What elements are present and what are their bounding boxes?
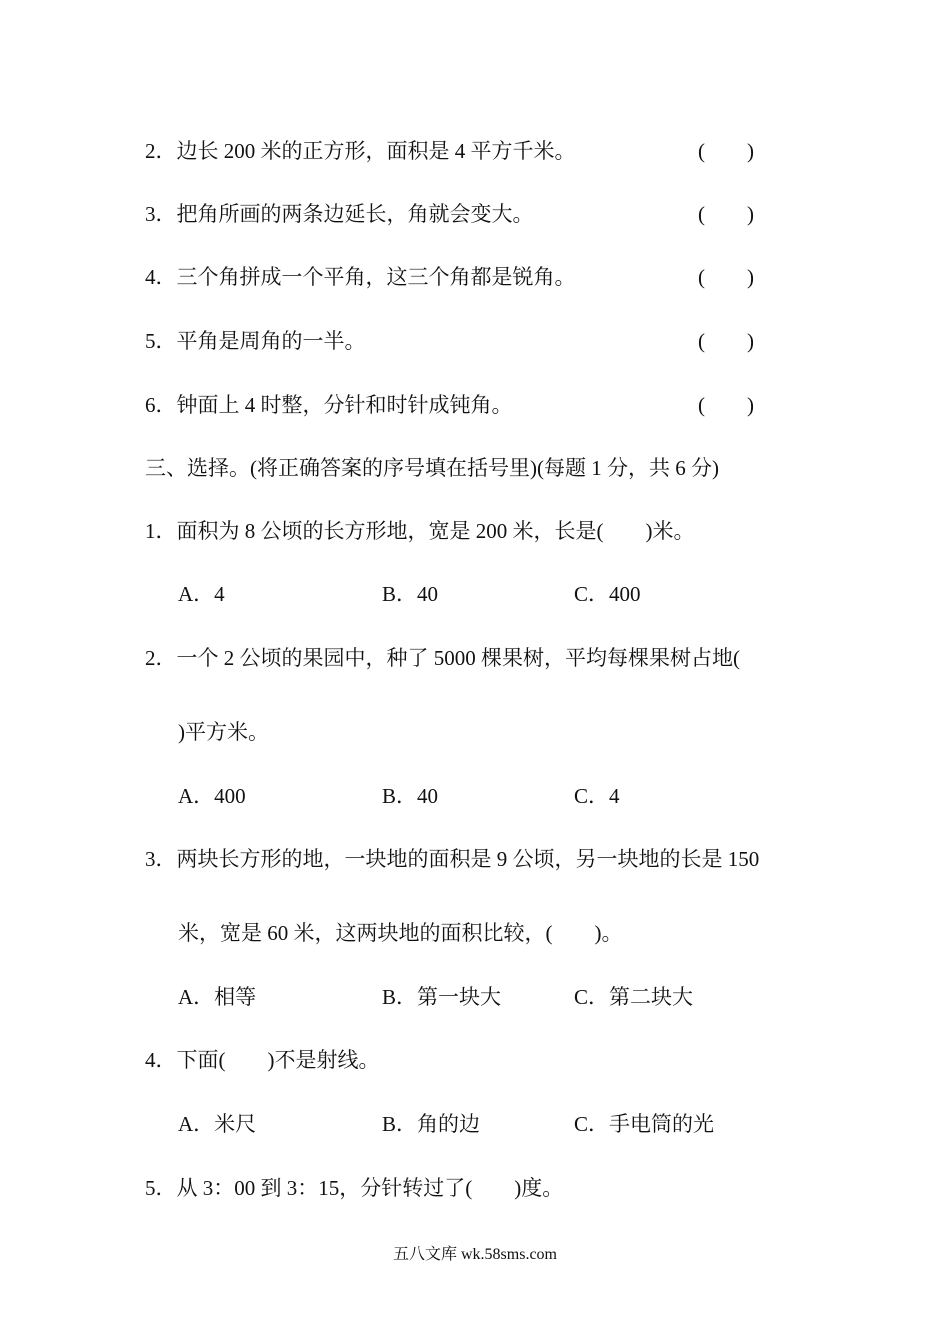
option-a: A．米尺 (178, 1112, 257, 1136)
answer-paren-2: ( ) (698, 139, 754, 163)
choice-question-2: 2．一个 2 公顷的果园中，种了 5000 棵果树，平均每棵果树占地( (145, 646, 740, 670)
option-b: B．40 (382, 582, 439, 606)
option-b: B．40 (382, 784, 439, 808)
judge-item-6: 6．钟面上 4 时整，分针和时针成钝角。 (145, 393, 513, 417)
choice-question-4: 4．下面( )不是射线。 (145, 1048, 380, 1072)
option-a: A．400 (178, 784, 246, 808)
option-c: C．400 (574, 582, 641, 606)
option-c: C．手电筒的光 (574, 1112, 715, 1136)
choice-question-5: 5．从 3：00 到 3：15，分针转过了( )度。 (145, 1176, 564, 1200)
answer-paren-4: ( ) (698, 265, 754, 289)
choice-question-1: 1．面积为 8 公顷的长方形地，宽是 200 米，长是( )米。 (145, 519, 695, 543)
option-b: B．角的边 (382, 1112, 481, 1136)
footer-watermark: 五八文库 wk.58sms.com (392, 1246, 557, 1263)
option-b: B．第一块大 (382, 985, 502, 1009)
option-c: C．4 (574, 784, 620, 808)
judge-item-3: 3．把角所画的两条边延长，角就会变大。 (145, 202, 534, 226)
choice-question-3: 3．两块长方形的地，一块地的面积是 9 公顷，另一块地的长是 150 (145, 847, 760, 871)
choice-question-3-cont: 米，宽是 60 米，这两块地的面积比较，( )。 (178, 921, 623, 945)
answer-paren-5: ( ) (698, 329, 754, 353)
judge-item-4: 4．三个角拼成一个平角，这三个角都是锐角。 (145, 265, 576, 289)
judge-item-2: 2．边长 200 米的正方形，面积是 4 平方千米。 (145, 139, 576, 163)
answer-paren-3: ( ) (698, 202, 754, 226)
option-a: A．4 (178, 582, 225, 606)
section-heading: 三、选择。(将正确答案的序号填在括号里)(每题 1 分，共 6 分) (145, 456, 719, 480)
judge-item-5: 5．平角是周角的一半。 (145, 329, 366, 353)
option-a: A．相等 (178, 985, 257, 1009)
answer-paren-6: ( ) (698, 393, 754, 417)
choice-question-2-cont: )平方米。 (178, 720, 269, 744)
option-c: C．第二块大 (574, 985, 694, 1009)
